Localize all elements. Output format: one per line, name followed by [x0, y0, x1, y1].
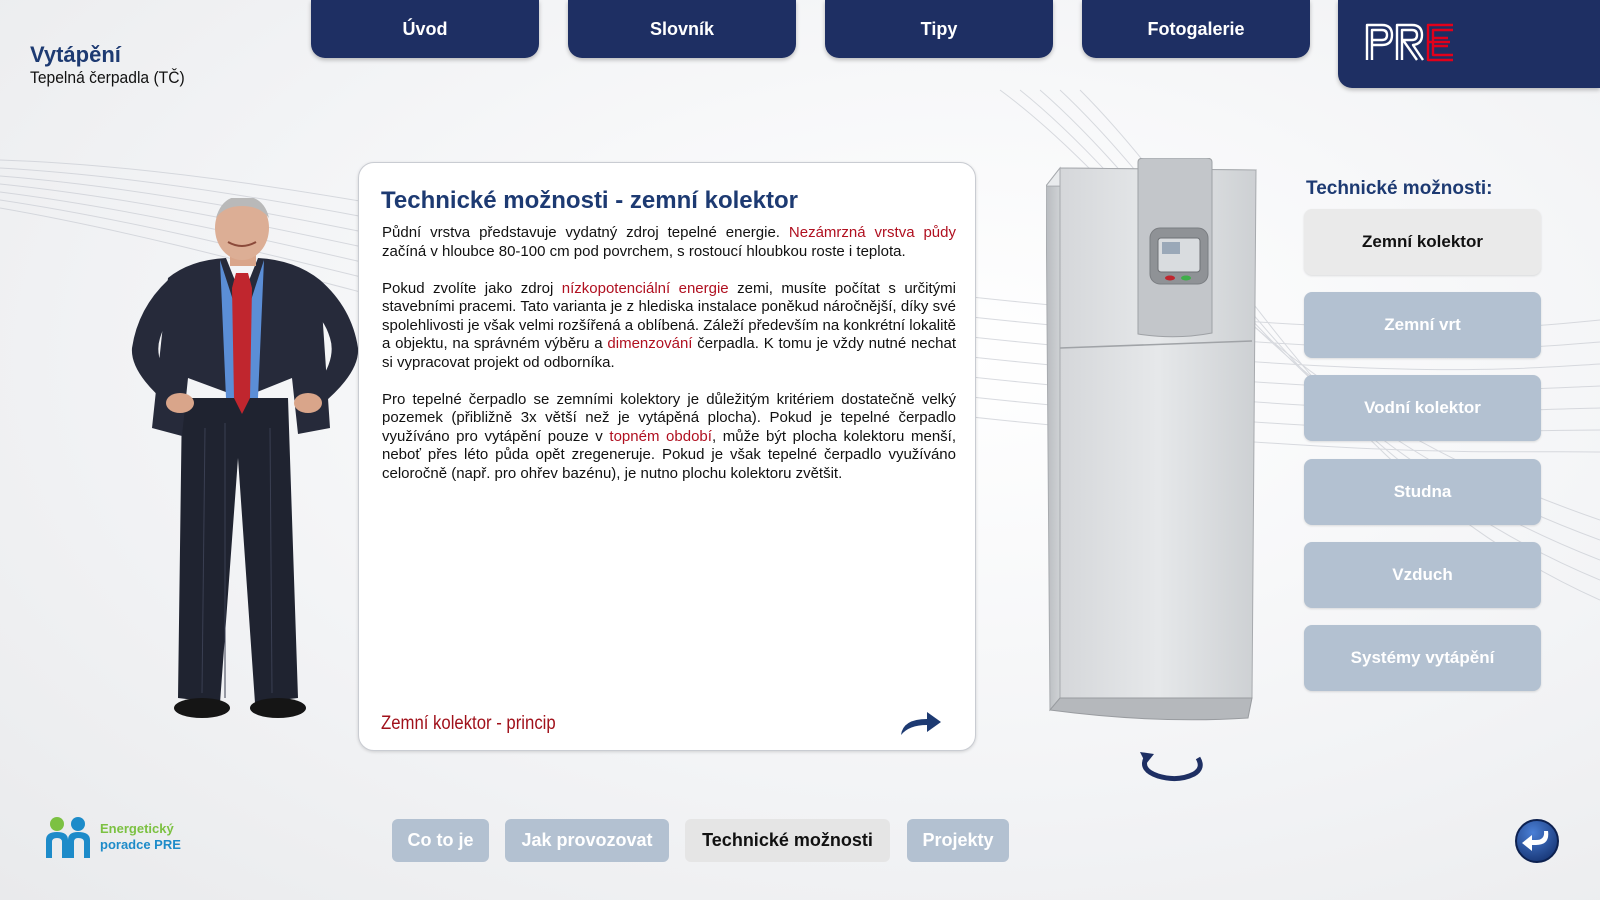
content-card [358, 162, 976, 751]
principle-link[interactable]: Zemní kolektor - princip [381, 713, 556, 734]
tab-slovnik[interactable]: Slovník [568, 0, 796, 58]
bottom-tab-technicke-moznosti[interactable]: Technické možnosti [685, 819, 890, 862]
text-span: , může být plocha kolektoru menší, neboť přes léto půda opět zregeneruje. Pokud je však tepelné čerpadlo využíváno celoročně (např. pro ohřev bazénu), je nutno plochu kolektoru zvětšit. [382, 427, 957, 482]
tab-tipy[interactable]: Tipy [825, 0, 1053, 58]
bottom-tab-co-to-je[interactable]: Co to je [392, 819, 489, 862]
side-item-zemni-vrt[interactable]: Zemní vrt [1304, 292, 1541, 358]
people-logo-icon [44, 816, 92, 858]
text-span: Půdní vrstva představuje vydatný zdroj tepelné energie. [382, 224, 789, 241]
section-title: Vytápění [30, 42, 121, 67]
keyword-link-nezamrzna-vrstva[interactable]: Nezámrzná vrstva půdy [788, 224, 956, 241]
keyword-link-nizkopotencialni-energie[interactable]: nízkopotenciální energie [561, 279, 729, 297]
paragraph-3 [382, 391, 956, 484]
side-menu-title: Technické možnosti: [1306, 178, 1493, 199]
ep-logo-text [100, 821, 181, 853]
side-item-studna[interactable]: Studna [1304, 459, 1541, 525]
text-span: čerpadla. K tomu je vždy nutné nechat si vypracovat projekt od odborníka. [382, 335, 956, 371]
ep-logo-line2: poradce PRE [100, 837, 181, 852]
keyword-link-dimenzovani[interactable]: dimenzování [607, 335, 693, 352]
tab-uvod[interactable]: Úvod [311, 0, 539, 58]
side-item-vodni-kolektor[interactable]: Vodní kolektor [1304, 375, 1541, 441]
text-span: Pokud zvolíte jako zdroj [382, 279, 562, 297]
back-arrow-icon[interactable] [1514, 818, 1560, 864]
text-span: začíná v hloubce 80-100 cm pod povrchem, s rostoucí hloubkou roste i teplota. [382, 242, 906, 260]
pre-logo [1364, 22, 1456, 62]
side-item-vzduch[interactable]: Vzduch [1304, 542, 1541, 608]
ep-logo-line1: Energetický [100, 821, 174, 836]
arrow-right-icon[interactable] [899, 709, 943, 737]
advisor-person [130, 198, 360, 734]
side-item-zemni-kolektor[interactable]: Zemní kolektor [1304, 209, 1541, 275]
text-span: Pro tepelné čerpadlo se zemními kolektory je důležitým kritériem dostatečně velký pozemek (přibližně 3x větší než je vytápěná plocha). Pokud je tepelné čerpadlo využíváno pro vytápění pouze v [382, 390, 956, 445]
bottom-tab-projekty[interactable]: Projekty [907, 819, 1009, 862]
card-body [382, 224, 956, 502]
heat-pump-appliance [1046, 158, 1266, 728]
card-title: Technické možnosti - zemní kolektor [381, 187, 798, 214]
side-item-systemy-vytapeni[interactable]: Systémy vytápění [1304, 625, 1541, 691]
section-subtitle: Tepelná čerpadla (TČ) [30, 68, 185, 87]
rotate-icon[interactable] [1138, 748, 1204, 782]
energeticky-poradce-logo[interactable] [44, 816, 181, 858]
pre-logo-tab[interactable] [1338, 0, 1600, 88]
bottom-tab-jak-provozovat[interactable]: Jak provozovat [505, 819, 669, 862]
paragraph-1 [382, 224, 956, 261]
text-span: zemi, musíte počítat s určitými stavebními pracemi. Tato varianta je z hlediska instalace poněkud náročnější, díky své spolehlivosti je však velmi rozšířená a oblíbená. Záleží především na konkrétní lokalitě a objektu, na správném výběru a [382, 279, 956, 352]
paragraph-2 [382, 280, 956, 373]
header-title-block [30, 42, 198, 88]
tab-fotogalerie[interactable]: Fotogalerie [1082, 0, 1310, 58]
keyword-link-topne-obdobi[interactable]: topném období [609, 427, 712, 445]
